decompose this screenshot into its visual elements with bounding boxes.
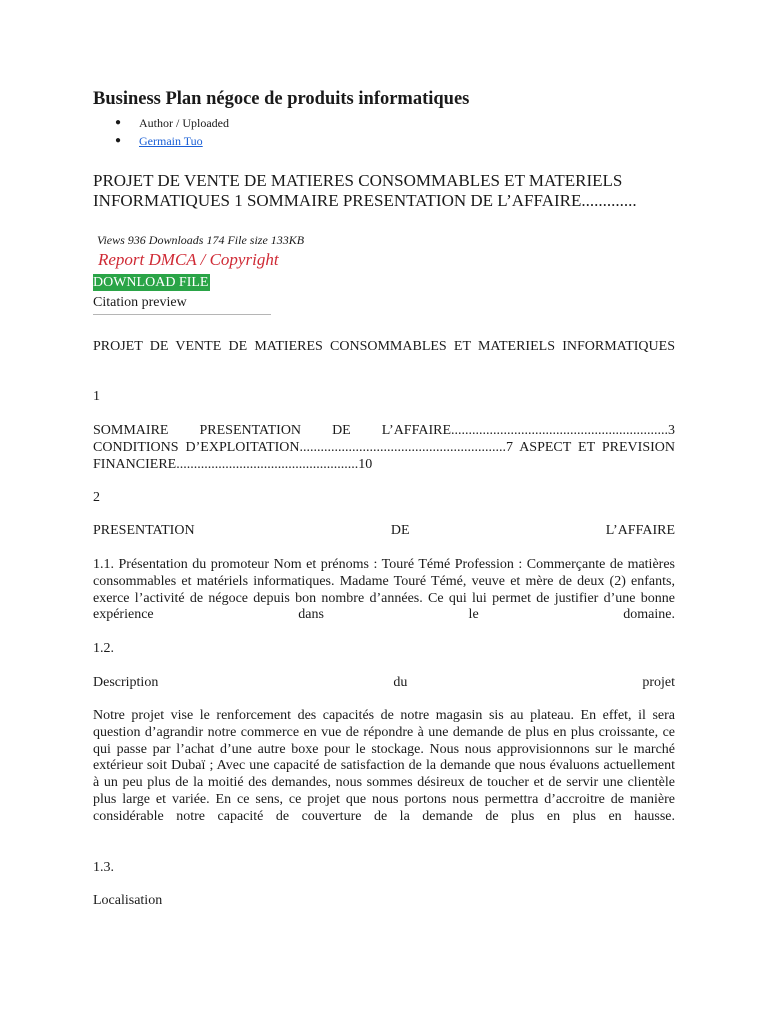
bullet-icon: ●: [115, 135, 122, 146]
preview-section-heading-description: [93, 675, 675, 692]
preview-paragraph-project: Notre projet vise le renforcement des capacités de notre magasin sis au plateau. En effet, il sera question d’agrandir notre commerce en vue de répondre à une demande de plus en plus croissante, ce qui passe par l’achat d’une autre boxe pour le stockage. Nous nous approvisionnons sur le marché extérieur soit Dubaï ; Avec une capacité de satisfaction de la demande que nous évaluons actuellement à un peu plus de la moitié des demandes, nous sommes désireux de toucher et de servir une clientèle plus large et variée. En ce sens, ce projet que nous portons nous permettra d’accroitre de manière considérable notre capacité de couverture de la demande de plus en plus en hausse.: [93, 708, 675, 824]
document-subtitle: PROJET DE VENTE DE MATIERES CONSOMMABLES ET MATERIELS INFORMATIQUES 1 SOMMAIRE PRESENTATION DE L’AFFAIRE.............: [93, 171, 637, 210]
heading-word: DE: [390, 523, 410, 538]
meta-author-label-item: [93, 114, 229, 132]
heading-word: Description: [93, 675, 159, 690]
preview-section-number-1-2: 1.2.: [93, 641, 114, 656]
preview-paragraph-promoter: 1.1. Présentation du promoteur Nom et prénoms : Touré Témé Profession : Commerçante de matières consommables et matériels informatiques. Madame Touré Témé, veuve et mère de deux (2) enfants, exerce l’activité de négoce depuis bon nombre d’années. Ce qui lui permet de justifier d’une bonne expérience dans le domaine.: [93, 557, 675, 623]
author-label: Author / Uploaded: [139, 116, 229, 130]
heading-word: PRESENTATION: [93, 523, 195, 538]
preview-page-number-2: 2: [93, 490, 100, 505]
preview-table-of-contents: SOMMAIRE PRESENTATION DE L’AFFAIRE..............................................................3 CONDITIONS D’EXPLOITATION...........................................................7 ASPECT ET PREVISION FINANCIERE....................................................10: [93, 423, 675, 472]
heading-word: L’AFFAIRE: [605, 523, 675, 538]
download-file-button[interactable]: [93, 274, 210, 291]
heading-word: projet: [642, 675, 675, 690]
divider: [93, 314, 271, 315]
preview-section-heading-localisation: Localisation: [93, 893, 163, 908]
download-file-label: DOWNLOAD FILE: [93, 275, 209, 290]
citation-preview-label: Citation preview: [93, 295, 187, 310]
document-stats: Views 936 Downloads 174 File size 133KB: [97, 233, 305, 247]
bullet-icon: ●: [115, 117, 122, 128]
document-title: Business Plan négoce de produits informatiques: [93, 89, 470, 109]
preview-section-heading-presentation: [93, 523, 675, 540]
document-meta: [93, 114, 229, 150]
heading-word: du: [393, 675, 408, 690]
report-dmca-link[interactable]: Report DMCA / Copyright: [98, 250, 279, 269]
author-link[interactable]: Germain Tuo: [139, 134, 203, 148]
preview-paragraph-title: PROJET DE VENTE DE MATIERES CONSOMMABLES ET MATERIELS INFORMATIQUES: [93, 339, 675, 354]
meta-author-name-item: [93, 132, 229, 150]
preview-page-number-1: 1: [93, 389, 100, 404]
preview-section-number-1-3: 1.3.: [93, 860, 114, 875]
